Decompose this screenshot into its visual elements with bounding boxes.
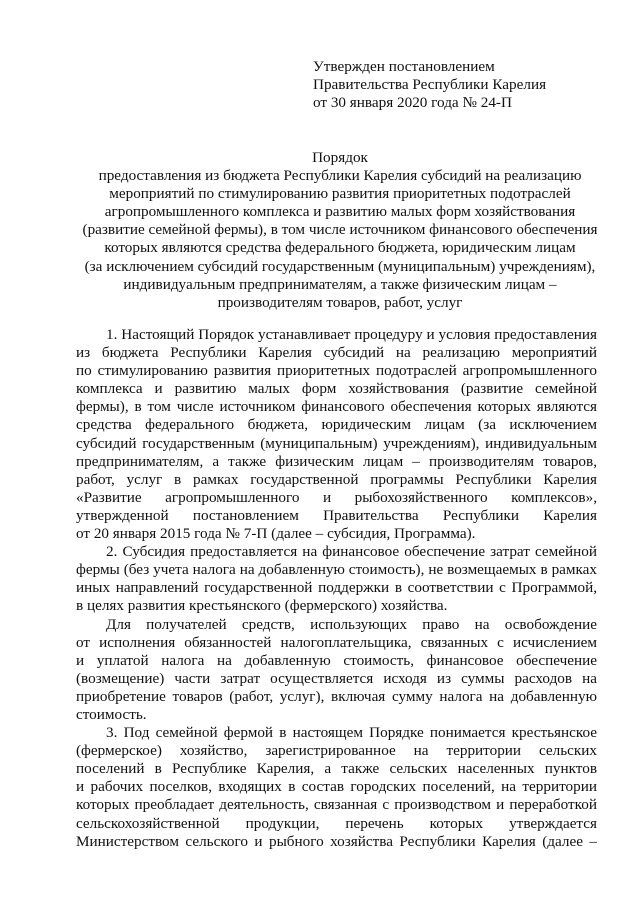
paragraph-1-line: от 20 января 2015 года № 7-П (далее – субсидия, Программа). (76, 525, 476, 543)
paragraph-1-line: субсидий государственным (муниципальным) учреждениям), индивидуальным (76, 434, 597, 452)
paragraph-1-line: по стимулированию развития приоритетных подотраслей агропромышленного (76, 362, 597, 380)
title-line: предоставления из бюджета Республики Карелия субсидий на реализацию (98, 167, 582, 185)
title-line: (развитие семейной фермы), в том числе источником финансового обеспечения (82, 221, 598, 239)
paragraph-1-line: 1. Настоящий Порядок устанавливает процедуру и условия предоставления (106, 326, 597, 343)
approval-line: Правительства Республики Карелия (313, 76, 547, 94)
document-title (60, 149, 620, 312)
paragraph-1-line: средства федерального бюджета, юридическим лицам (за исключением (76, 416, 597, 434)
paragraph-2-line: в целях развития крестьянского (фермерского) хозяйства. (76, 597, 448, 615)
paragraph-2-line: 2. Субсидия предоставляется на финансовое обеспечение затрат семейной (106, 543, 597, 561)
paragraph-2b-line: стоимость. (76, 705, 147, 723)
title-line: мероприятий по стимулированию развития приоритетных подотраслей (109, 185, 571, 203)
title-line: которых являются средства федерального бюджета, юридическим лицам (104, 239, 576, 257)
paragraph-3-line: которых преобладает деятельность, связанная с производством и переработкой (76, 796, 597, 814)
approval-line: Утвержден постановлением (313, 58, 495, 75)
title-line: агропромышленного комплекса и развитию малых форм хозяйствования (104, 203, 576, 221)
title-line: Порядок (312, 149, 368, 166)
document-body (76, 326, 597, 851)
paragraph-2b-line: Для получателей средств, использующих право на освобождение (106, 615, 597, 633)
paragraph-1-line: «Развитие агропромышленного и рыбохозяйственного комплексов», (76, 488, 597, 506)
paragraph-1-line: утвержденной постановлением Правительства Республики Карелия (76, 506, 597, 524)
paragraph-3-line: Министерством сельского и рыбного хозяйства Республики Карелия (далее – (76, 832, 597, 850)
paragraph-2b-line: от исполнения обязанностей налогоплательщика, связанных с исчислением (76, 633, 597, 651)
paragraph-2b-line: (возмещение) части затрат осуществляется исходя из суммы расходов на (76, 669, 597, 687)
title-line: индивидуальным предпринимателям, а также физическим лицам – (123, 275, 557, 293)
paragraph-3-line: и рабочих поселков, входящих в состав городских поселений, на территории (76, 778, 597, 796)
paragraph-1-line: комплекса и развитию малых форм хозяйствования (развитие семейной (76, 380, 597, 398)
paragraph-1-line: из бюджета Республики Карелия субсидий на реализацию мероприятий (76, 344, 597, 362)
paragraph-2b-line: приобретение товаров (работ, услуг), включая сумму налога на добавленную (76, 687, 597, 705)
paragraph-1-line: фермы), в том числе источником финансового обеспечения которых являются (76, 398, 597, 416)
paragraph-1-line: предпринимателям, а также физическим лицам – производителям товаров, (76, 452, 597, 470)
approval-stamp (313, 58, 623, 112)
paragraph-3-line: сельскохозяйственной продукции, перечень которых утверждается (76, 814, 597, 832)
title-line: (за исключением субсидий государственным (муниципальным) учреждениям), (84, 257, 596, 275)
paragraph-2-line: иных направлений государственной поддержки в соответствии с Программой, (76, 579, 597, 597)
paragraph-3-line: поселений в Республике Карелия, а также сельских населенных пунктов (76, 760, 597, 778)
paragraph-3-line: 3. Под семейной фермой в настоящем Порядке понимается крестьянское (106, 724, 597, 742)
paragraph-3-line: (фермерское) хозяйство, зарегистрированное на территории сельских (76, 742, 597, 760)
paragraph-1-line: работ, услуг в рамках государственной программы Республики Карелия (76, 470, 597, 488)
paragraph-2-line: фермы (без учета налога на добавленную стоимость), не возмещаемых в рамках (76, 561, 597, 579)
approval-line: от 30 января 2020 года № 24-П (313, 94, 512, 112)
paragraph-2b-line: и уплатой налога на добавленную стоимость, финансовое обеспечение (76, 651, 597, 669)
title-line: производителям товаров, работ, услуг (217, 293, 463, 311)
